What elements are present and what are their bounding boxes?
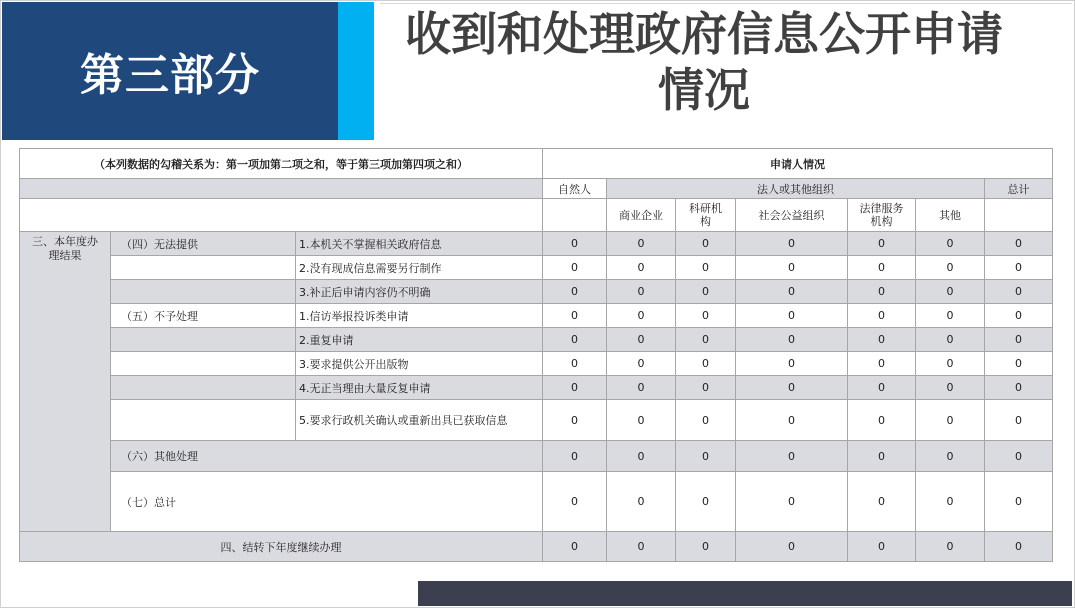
value-cell: 0 [848,472,916,532]
section-four-label: 四、结转下年度继续办理 [20,532,543,562]
col-research [676,199,736,232]
category-blank [111,376,296,400]
value-cell: 0 [916,441,985,472]
value-cell: 0 [607,532,676,562]
value-cell: 0 [985,280,1053,304]
value-cell: 0 [848,532,916,562]
value-cell: 0 [676,441,736,472]
value-cell: 0 [607,304,676,328]
value-cell: 0 [848,280,916,304]
value-cell: 0 [848,376,916,400]
category-label: （四）无法提供 [111,232,296,256]
value-cell: 0 [607,400,676,441]
section-three-line1: 三、本年度办 [32,235,98,248]
section-label: 第三部分 [80,50,260,101]
value-cell: 0 [736,532,848,562]
value-cell: 0 [916,352,985,376]
value-cell: 0 [543,232,607,256]
value-cell: 0 [985,441,1053,472]
category-blank [111,352,296,376]
result-table [19,148,1053,562]
title-line-2: 情况 [658,63,750,117]
value-cell: 0 [607,441,676,472]
value-cell: 0 [736,352,848,376]
value-cell: 0 [607,232,676,256]
value-cell: 0 [848,256,916,280]
value-cell: 0 [736,304,848,328]
value-cell: 0 [676,232,736,256]
category-label: （六）其他处理 [111,441,543,472]
col-business: 商业企业 [607,199,676,232]
col-research-line1: 科研机 [689,202,722,215]
value-cell: 0 [543,256,607,280]
section-three-line2: 理结果 [48,249,82,262]
col-natural-person: 自然人 [543,179,607,199]
value-cell: 0 [676,280,736,304]
value-cell: 0 [543,280,607,304]
subheader-blank [20,199,543,232]
value-cell: 0 [916,232,985,256]
section-three-label [20,232,111,532]
value-cell: 0 [916,400,985,441]
value-cell: 0 [985,352,1053,376]
value-cell: 0 [848,352,916,376]
item-label: 1.本机关不掌握相关政府信息 [296,232,543,256]
value-cell: 0 [985,304,1053,328]
value-cell: 0 [736,232,848,256]
col-legal-service-line1: 法律服务 [859,202,904,215]
value-cell: 0 [543,352,607,376]
value-cell: 0 [848,441,916,472]
item-label: 2.重复申请 [296,328,543,352]
top-divider [380,3,1072,4]
value-cell: 0 [736,280,848,304]
col-public-welfare: 社会公益组织 [736,199,848,232]
value-cell: 0 [848,304,916,328]
value-cell: 0 [916,304,985,328]
value-cell: 0 [985,256,1053,280]
value-cell: 0 [985,472,1053,532]
value-cell: 0 [607,352,676,376]
value-cell: 0 [985,232,1053,256]
value-cell: 0 [736,376,848,400]
value-cell: 0 [848,400,916,441]
header-note: （本列数据的勾稽关系为：第一项加第二项之和，等于第三项加第四项之和） [20,149,543,179]
value-cell: 0 [985,532,1053,562]
section-banner [2,2,338,140]
category-label: （五）不予处理 [111,304,296,328]
category-label: （七）总计 [111,472,543,532]
item-label: 3.要求提供公开出版物 [296,352,543,376]
value-cell: 0 [607,328,676,352]
value-cell: 0 [676,256,736,280]
value-cell: 0 [676,328,736,352]
col-legal-service-line2: 机构 [870,215,893,228]
header-applicant: 申请人情况 [543,149,1053,179]
value-cell: 0 [985,400,1053,441]
value-cell: 0 [543,400,607,441]
value-cell: 0 [607,256,676,280]
value-cell: 0 [848,328,916,352]
value-cell: 0 [916,472,985,532]
value-cell: 0 [676,352,736,376]
value-cell: 0 [736,400,848,441]
footer-bar [418,581,1072,606]
subheader-total-blank [985,199,1053,232]
col-research-line2: 构 [700,215,711,228]
category-blank [111,280,296,304]
value-cell: 0 [676,400,736,441]
slide-title [384,6,1024,118]
item-label: 5.要求行政机关确认或重新出具已获取信息 [296,400,543,441]
value-cell: 0 [676,304,736,328]
value-cell: 0 [676,472,736,532]
value-cell: 0 [916,328,985,352]
item-label: 2.没有现成信息需要另行制作 [296,256,543,280]
col-legal-org: 法人或其他组织 [607,179,985,199]
value-cell: 0 [607,472,676,532]
value-cell: 0 [736,328,848,352]
value-cell: 0 [543,441,607,472]
value-cell: 0 [916,376,985,400]
value-cell: 0 [848,232,916,256]
value-cell: 0 [736,441,848,472]
value-cell: 0 [916,280,985,304]
header-blank [20,179,543,199]
value-cell: 0 [916,256,985,280]
col-other: 其他 [916,199,985,232]
title-line-1: 收到和处理政府信息公开申请 [405,7,1003,61]
value-cell: 0 [543,304,607,328]
value-cell: 0 [543,328,607,352]
value-cell: 0 [736,472,848,532]
item-label: 4.无正当理由大量反复申请 [296,376,543,400]
value-cell: 0 [543,376,607,400]
value-cell: 0 [543,532,607,562]
value-cell: 0 [676,532,736,562]
value-cell: 0 [607,280,676,304]
subheader-natural-blank [543,199,607,232]
value-cell: 0 [543,472,607,532]
item-label: 3.补正后申请内容仍不明确 [296,280,543,304]
value-cell: 0 [916,532,985,562]
value-cell: 0 [607,376,676,400]
category-blank [111,256,296,280]
category-blank [111,328,296,352]
accent-bar [338,2,374,140]
value-cell: 0 [985,376,1053,400]
value-cell: 0 [676,376,736,400]
col-total: 总计 [985,179,1053,199]
item-label: 1.信访举报投诉类申请 [296,304,543,328]
value-cell: 0 [985,328,1053,352]
col-legal-service [848,199,916,232]
value-cell: 0 [736,256,848,280]
category-blank [111,400,296,441]
